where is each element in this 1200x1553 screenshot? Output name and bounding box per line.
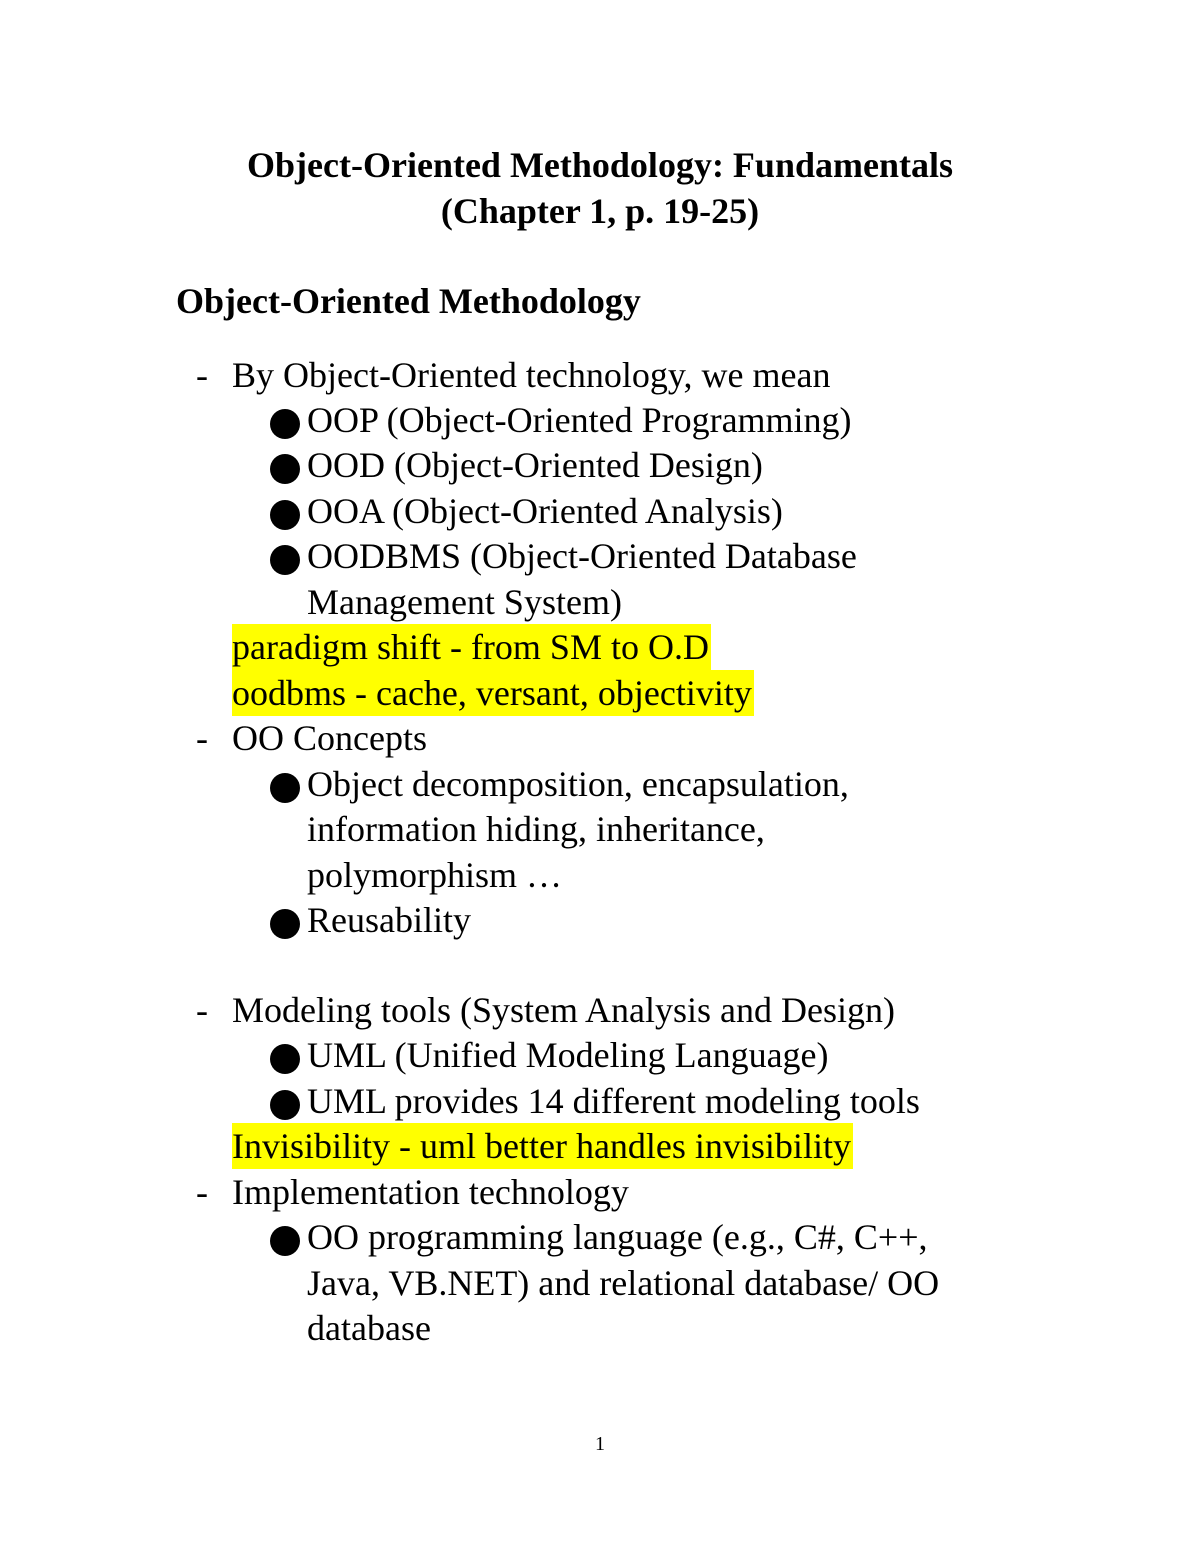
highlighted-note-oodbms: oodbms - cache, versant, objectivity xyxy=(232,670,754,716)
list-item-decomp-line-1: Object decomposition, encapsulation, xyxy=(307,764,849,804)
list-item-ood: OOD (Object-Oriented Design) xyxy=(307,445,763,485)
list-item-oop: OOP (Object-Oriented Programming) xyxy=(307,400,852,440)
dash-marker: - xyxy=(196,355,208,395)
section-heading: Object-Oriented Methodology xyxy=(176,281,641,321)
bullet-icon xyxy=(268,533,302,567)
list-item-oodbms-line-2: Management System) xyxy=(307,582,622,622)
dash-marker: - xyxy=(196,718,208,758)
bullet-icon xyxy=(268,397,302,431)
highlighted-note-paradigm: paradigm shift - from SM to O.D xyxy=(232,624,711,670)
list-item-oodbms-line-1: OODBMS (Object-Oriented Database xyxy=(307,536,857,576)
list-item-uml: UML (Unified Modeling Language) xyxy=(307,1035,829,1075)
title-line-1: Object-Oriented Methodology: Fundamentals xyxy=(247,145,953,185)
list-item-by-oo: By Object-Oriented technology, we mean xyxy=(232,355,831,395)
bullet-icon xyxy=(268,488,302,522)
list-item-oo-lang-line-1: OO programming language (e.g., C#, C++, xyxy=(307,1217,928,1257)
bullet-icon xyxy=(268,1032,302,1066)
bullet-icon xyxy=(268,897,302,931)
list-item-reusability: Reusability xyxy=(307,900,471,940)
page-number: 1 xyxy=(595,1433,605,1455)
list-item-ooa: OOA (Object-Oriented Analysis) xyxy=(307,491,783,531)
list-item-decomp-line-3: polymorphism … xyxy=(307,855,563,895)
dash-marker: - xyxy=(196,990,208,1030)
list-item-decomp-line-2: information hiding, inheritance, xyxy=(307,809,765,849)
highlighted-note-invisibility: Invisibility - uml better handles invisibility xyxy=(232,1123,853,1169)
title-line-2: (Chapter 1, p. 19-25) xyxy=(440,191,760,231)
bullet-icon xyxy=(268,1078,302,1112)
bullet-icon xyxy=(268,1214,302,1248)
list-item-oo-concepts: OO Concepts xyxy=(232,718,427,758)
list-item-oo-lang-line-2: Java, VB.NET) and relational database/ OO xyxy=(307,1263,940,1303)
list-item-uml-tools: UML provides 14 different modeling tools xyxy=(307,1081,920,1121)
list-item-implementation: Implementation technology xyxy=(232,1172,629,1212)
bullet-icon xyxy=(268,761,302,795)
bullet-icon xyxy=(268,442,302,476)
list-item-modeling: Modeling tools (System Analysis and Design) xyxy=(232,990,895,1030)
document-title xyxy=(0,142,1200,234)
list-item-oo-lang-line-3: database xyxy=(307,1308,431,1348)
dash-marker: - xyxy=(196,1172,208,1212)
